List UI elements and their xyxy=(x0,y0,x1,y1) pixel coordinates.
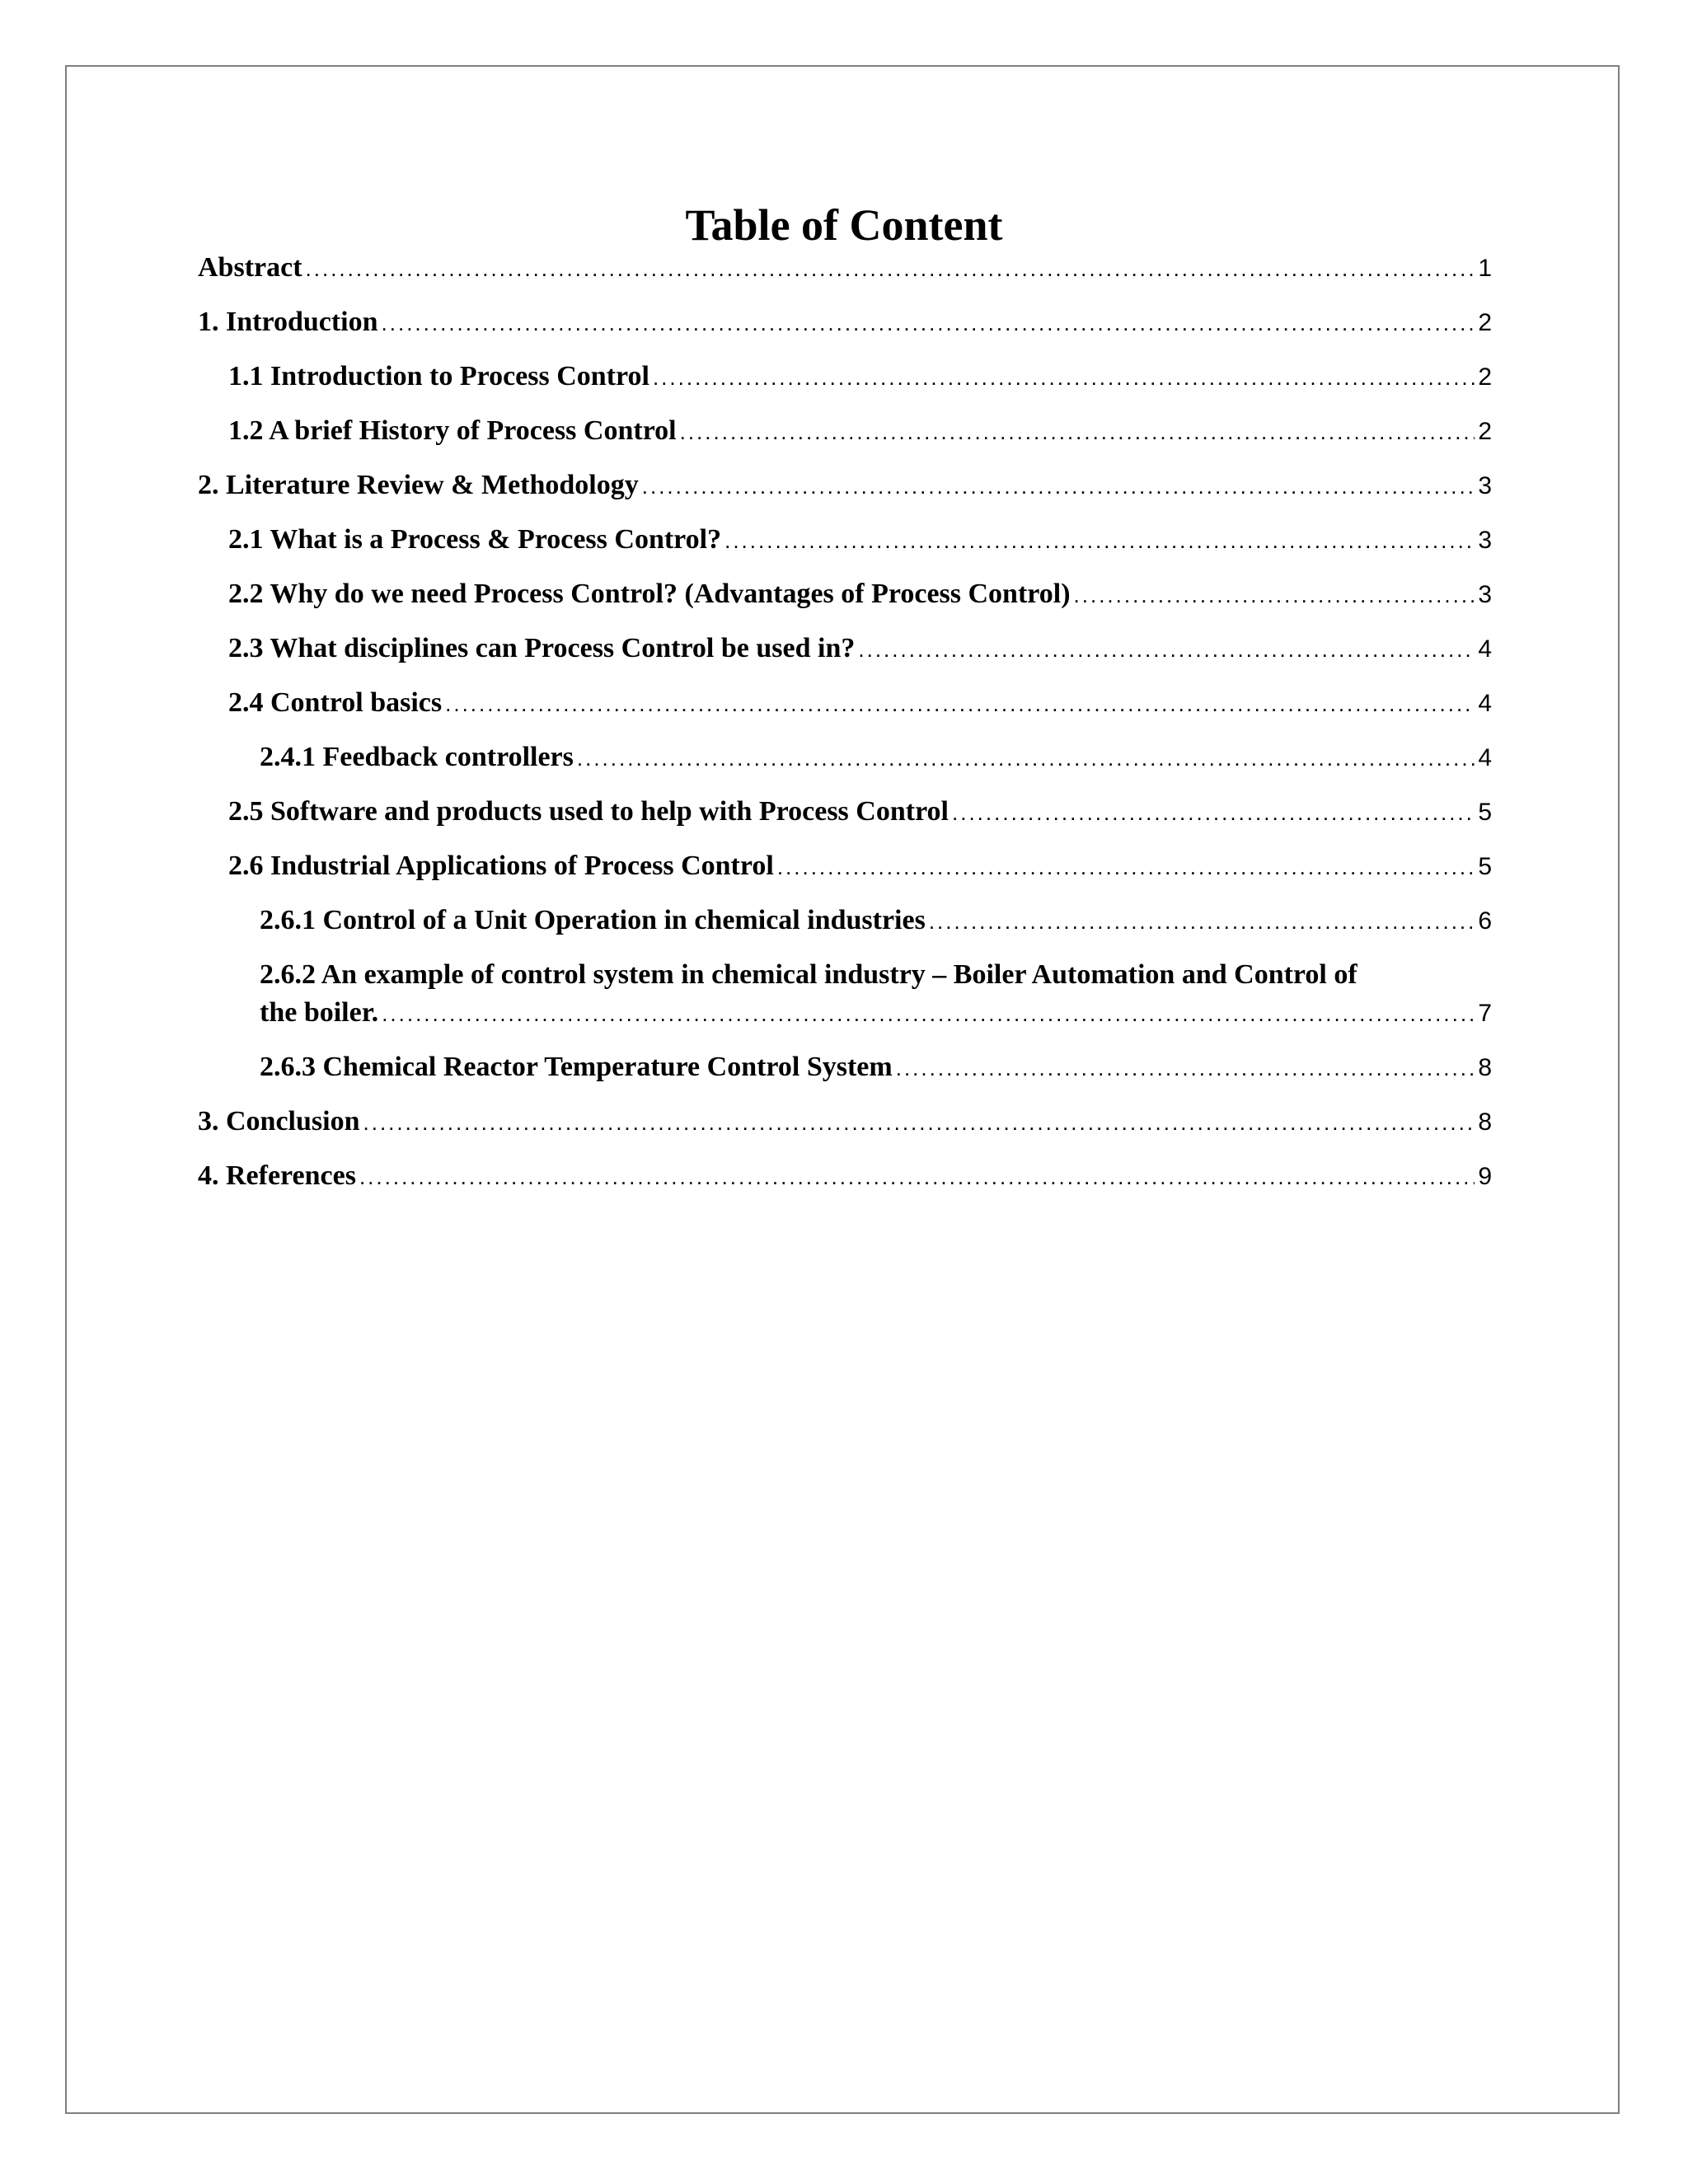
toc-entry-2-1[interactable] xyxy=(198,521,1492,575)
toc-entry-literature-review[interactable] xyxy=(198,466,1492,521)
toc-entry-label-line1: 2.6.2 An example of control system in chemical industry – Boiler Automation and Control of xyxy=(260,959,1357,990)
toc-page-number: 4 xyxy=(1478,690,1492,717)
toc-entry-label: 2.5 Software and products used to help with Process Control xyxy=(228,796,949,827)
toc-entry-label: 2.4 Control basics xyxy=(228,687,443,718)
toc-entry-label-line2: the boiler. xyxy=(260,997,379,1028)
toc-page-number: 9 xyxy=(1478,1163,1492,1190)
dot-leader xyxy=(577,739,1475,777)
toc-page-number: 3 xyxy=(1478,472,1492,499)
toc-entry-label: 1.2 A brief History of Process Control xyxy=(228,415,677,446)
toc-page-number: 4 xyxy=(1478,635,1492,663)
toc-page-number: 3 xyxy=(1478,581,1492,608)
toc-entry-abstract[interactable] xyxy=(198,249,1492,303)
dot-leader xyxy=(777,848,1475,886)
toc-entry-2-6[interactable] xyxy=(198,847,1492,902)
toc-entry-2-4-1[interactable] xyxy=(198,738,1492,793)
toc-page-number: 1 xyxy=(1478,255,1492,282)
dot-leader xyxy=(724,522,1475,560)
dot-leader xyxy=(359,1158,1475,1196)
toc-entry-1-2[interactable] xyxy=(198,412,1492,466)
toc-entry-label: 2.6.1 Control of a Unit Operation in chemical industries xyxy=(260,905,926,935)
toc-entry-1-1[interactable] xyxy=(198,358,1492,412)
dot-leader xyxy=(680,413,1475,451)
table-of-contents xyxy=(198,249,1492,1212)
toc-entry-2-3[interactable] xyxy=(198,630,1492,684)
dot-leader xyxy=(952,794,1475,832)
dot-leader xyxy=(306,250,1475,288)
toc-entry-label: 2.1 What is a Process & Process Control? xyxy=(228,524,722,555)
toc-entry-label: 2. Literature Review & Methodology xyxy=(198,470,639,500)
toc-page-number: 8 xyxy=(1478,1108,1492,1136)
toc-entry-label: 2.3 What disciplines can Process Control be used in? xyxy=(228,633,856,663)
dot-leader xyxy=(653,359,1475,396)
toc-entry-2-6-2[interactable] xyxy=(198,956,1492,1048)
toc-page-number: 3 xyxy=(1478,527,1492,554)
toc-entry-introduction[interactable] xyxy=(198,303,1492,358)
toc-entry-label: 2.4.1 Feedback controllers xyxy=(260,742,574,772)
toc-entry-line2 xyxy=(260,994,1492,1033)
dot-leader xyxy=(896,1049,1475,1087)
toc-page-number: 2 xyxy=(1478,418,1492,445)
toc-entry-label: 2.6.3 Chemical Reactor Temperature Control System xyxy=(260,1052,893,1082)
dot-leader xyxy=(382,304,1475,342)
toc-entry-conclusion[interactable] xyxy=(198,1103,1492,1157)
toc-page-number: 4 xyxy=(1478,744,1492,771)
dot-leader xyxy=(858,630,1475,668)
toc-entry-references[interactable] xyxy=(198,1157,1492,1212)
toc-entry-2-2[interactable] xyxy=(198,575,1492,630)
toc-entry-label: 2.6 Industrial Applications of Process Control xyxy=(228,851,774,881)
toc-page-number: 8 xyxy=(1478,1054,1492,1081)
toc-entry-2-5[interactable] xyxy=(198,793,1492,847)
toc-entry-label: Abstract xyxy=(198,252,302,283)
toc-page-number: 5 xyxy=(1478,799,1492,826)
toc-page-number: 2 xyxy=(1478,363,1492,391)
toc-entry-label: 1.1 Introduction to Process Control xyxy=(228,361,649,391)
page-title: Table of Content xyxy=(685,200,1003,250)
toc-entry-label: 1. Introduction xyxy=(198,307,378,337)
dot-leader xyxy=(363,1104,1475,1141)
toc-entry-2-6-3[interactable] xyxy=(198,1048,1492,1103)
dot-leader xyxy=(445,685,1475,723)
toc-entry-label: 4. References xyxy=(198,1160,356,1191)
dot-leader xyxy=(1074,576,1475,614)
toc-entry-2-4[interactable] xyxy=(198,684,1492,738)
toc-page-number: 6 xyxy=(1478,907,1492,935)
toc-entry-2-6-1[interactable] xyxy=(198,902,1492,956)
toc-page-number: 2 xyxy=(1478,309,1492,336)
dot-leader xyxy=(929,902,1475,940)
toc-page-number: 7 xyxy=(1478,1000,1492,1027)
toc-entry-label: 3. Conclusion xyxy=(198,1106,360,1137)
toc-entry-label: 2.2 Why do we need Process Control? (Advantages of Process Control) xyxy=(228,579,1071,609)
dot-leader xyxy=(382,995,1475,1033)
dot-leader xyxy=(642,467,1475,505)
toc-page-number: 5 xyxy=(1478,853,1492,880)
